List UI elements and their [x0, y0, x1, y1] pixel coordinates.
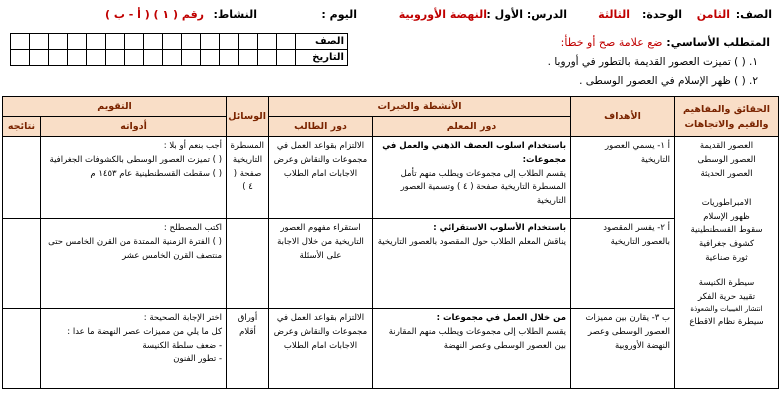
student-role-cell: الالتزام بقواعد العمل في مجموعات والنقاش وعرض الاجابات امام الطلاب: [269, 309, 373, 389]
date-grid: [10, 33, 348, 66]
unit-value: الثالثة: [598, 8, 630, 21]
eval-line: ( ) سقطت القسطنطينية عام ١٤٥٣ م: [90, 168, 223, 179]
grid-cell[interactable]: [258, 34, 277, 50]
prerequisite-instruction: ضع علامة صح أو خطأ:: [560, 36, 663, 49]
grid-cell[interactable]: [182, 50, 201, 66]
teacher-method: باستخدام الأسلوب الاستقرائي :: [433, 223, 567, 234]
fact-item: كشوف جغرافية: [698, 238, 755, 249]
results-cell[interactable]: [3, 219, 41, 309]
day-label: اليوم :: [321, 8, 357, 21]
table-row: [3, 137, 779, 219]
fact-item: ثورة صناعية: [705, 252, 748, 263]
grid-cell[interactable]: [87, 50, 106, 66]
results-cell[interactable]: [3, 137, 41, 219]
grid-cell[interactable]: [163, 50, 182, 66]
fact-item: ظهور الإسلام: [703, 211, 750, 222]
teacher-method: من خلال العمل في مجموعات :: [436, 313, 567, 324]
results-cell[interactable]: [3, 309, 41, 389]
fact-item: العصور الوسطى: [697, 154, 756, 165]
student-role-cell: الالتزام بقواعد العمل في مجموعات والنقاش وعرض الاجابات امام الطلاب: [269, 137, 373, 219]
grid-cell[interactable]: [68, 34, 87, 50]
tools-cell: المسطرة التاريخية صفحة ( ٤ ): [227, 137, 269, 219]
eval-line: ( ) الفترة الزمنية الممتدة من القرن الخامس حتى منتصف القرن الخامس عشر: [48, 236, 223, 261]
grid-cell[interactable]: [125, 50, 144, 66]
grid-cell[interactable]: [220, 34, 239, 50]
fact-item: العصور القديمة: [699, 141, 754, 152]
fact-item: العصور الحديثة: [700, 168, 753, 179]
goal-cell: أ ١- يسمي العصور التاريخية: [571, 137, 675, 219]
student-role-cell: استقراء مفهوم العصور التاريخية من خلال الاجابة على الأسئلة: [269, 219, 373, 309]
facts-column: [675, 137, 779, 389]
header-eval-tools: أدواته: [41, 117, 227, 137]
teacher-role-cell: [373, 219, 571, 309]
fact-item: انتشار الغيبيات والشعوذة: [690, 305, 763, 314]
goal-cell: أ ٢- يفسر المقصود بالعصور التاريخية: [571, 219, 675, 309]
grid-cell[interactable]: [11, 50, 30, 66]
grid-cell[interactable]: [68, 50, 87, 66]
header-results: نتائجه: [3, 117, 41, 137]
grid-cell[interactable]: [220, 50, 239, 66]
activity-value: رقم ( ١ ) ( أ - ب ): [104, 8, 204, 21]
eval-tools-cell: [41, 309, 227, 389]
header-evaluation: التقويم: [3, 97, 227, 117]
grid-cell[interactable]: [30, 50, 49, 66]
eval-line: اختر الإجابة الصحيحة :: [143, 313, 223, 324]
teacher-description: يقسم الطلاب إلى مجموعات ويطلب منهم تأمل المسطرة التاريخية صفحة ( ٤ ) وتسمية العصور التاريخية: [400, 168, 567, 206]
teacher-role-cell: [373, 137, 571, 219]
grid-cell[interactable]: [49, 50, 68, 66]
fact-item: سيطرة الكنيسة: [698, 278, 755, 289]
fact-item: تقييد حرية الفكر: [697, 291, 756, 302]
unit-label: الوحدة:: [642, 8, 682, 21]
teacher-description: يقسم الطلاب إلى مجموعات ويطلب منهم المقارنة بين العصور الوسطى وعصر النهضة: [388, 326, 567, 351]
goal-cell: ب ٣- يقارن بين مميزات العصور الوسطى وعصر النهضة الأوروبية: [571, 309, 675, 389]
grid-cell[interactable]: [30, 34, 49, 50]
grade-value: الثامن: [696, 8, 730, 21]
grid-cell[interactable]: [239, 34, 258, 50]
prerequisite-label: المتطلب الأساسي:: [666, 36, 770, 49]
grid-cell[interactable]: [106, 34, 125, 50]
grid-cell[interactable]: [11, 34, 30, 50]
eval-line: - ضعف سلطة الكنيسة: [142, 340, 223, 351]
grid-cell[interactable]: [201, 34, 220, 50]
prerequisite-item-2: ٢. ( ) ظهر الإسلام في العصور الوسطى .: [579, 75, 758, 87]
grid-cell[interactable]: [125, 34, 144, 50]
grid-cell[interactable]: [106, 50, 125, 66]
eval-tools-cell: [41, 219, 227, 309]
grid-cell[interactable]: [144, 34, 163, 50]
grid-cell[interactable]: [239, 50, 258, 66]
lesson-header: [8, 8, 772, 26]
fact-item: سقوط القسطنطينية: [690, 225, 763, 236]
grid-label-date: التاريخ: [296, 50, 348, 66]
header-tools: الوسائل: [227, 97, 269, 137]
grid-label-class: الصف: [296, 34, 348, 50]
prerequisite-item-1: ١. ( ) تميزت العصور القديمة بالتطور في أوروبا .: [547, 56, 758, 68]
grid-cell[interactable]: [201, 50, 220, 66]
prerequisite: [561, 36, 770, 49]
eval-line: - تطور الفنون: [173, 354, 223, 365]
grade-label: الصف:: [735, 8, 772, 21]
fact-item: الامبراطوريات: [701, 198, 752, 209]
grid-cell[interactable]: [277, 34, 296, 50]
teacher-method: باستخدام اسلوب العصف الذهني والعمل في مجموعات:: [382, 141, 567, 165]
eval-line: ( ) تميزت العصور الوسطى بالكشوفات الجغرافية: [49, 154, 223, 165]
eval-tools-cell: [41, 137, 227, 219]
eval-line: اكتب المصطلح :: [163, 223, 223, 234]
grid-cell[interactable]: [49, 34, 68, 50]
grid-cell[interactable]: [144, 50, 163, 66]
table-row: [3, 309, 779, 389]
tools-cell: أوراق أقلام: [227, 309, 269, 389]
header-teacher-role: دور المعلم: [373, 117, 571, 137]
header-activities: الأنشطة والخبرات: [269, 97, 571, 117]
lesson-value: النهضة الأوروبية: [398, 8, 487, 21]
grid-cell[interactable]: [87, 34, 106, 50]
activity-label: النشاط:: [213, 8, 257, 21]
eval-line: كل ما يلي من مميزات عصر النهضة ما عدا :: [67, 326, 223, 337]
lesson-plan-table: [2, 96, 779, 389]
header-facts: الحقائق والمفاهيم والقيم والاتجاهات: [675, 97, 779, 137]
fact-item: سيطرة نظام الاقطاع: [689, 316, 764, 327]
eval-line: أجب بنعم أو بلا :: [163, 141, 223, 152]
teacher-description: يناقش المعلم الطلاب حول المقصود بالعصور التاريخية: [377, 236, 567, 247]
header-goals: الأهداف: [571, 97, 675, 137]
grid-cell[interactable]: [277, 50, 296, 66]
header-student-role: دور الطالب: [269, 117, 373, 137]
teacher-role-cell: [373, 309, 571, 389]
tools-cell: [227, 219, 269, 309]
table-row: [3, 219, 779, 309]
grid-cell[interactable]: [258, 50, 277, 66]
lesson-label: الدرس: الأول :: [486, 8, 567, 21]
grid-cell[interactable]: [182, 34, 201, 50]
grid-cell[interactable]: [163, 34, 182, 50]
